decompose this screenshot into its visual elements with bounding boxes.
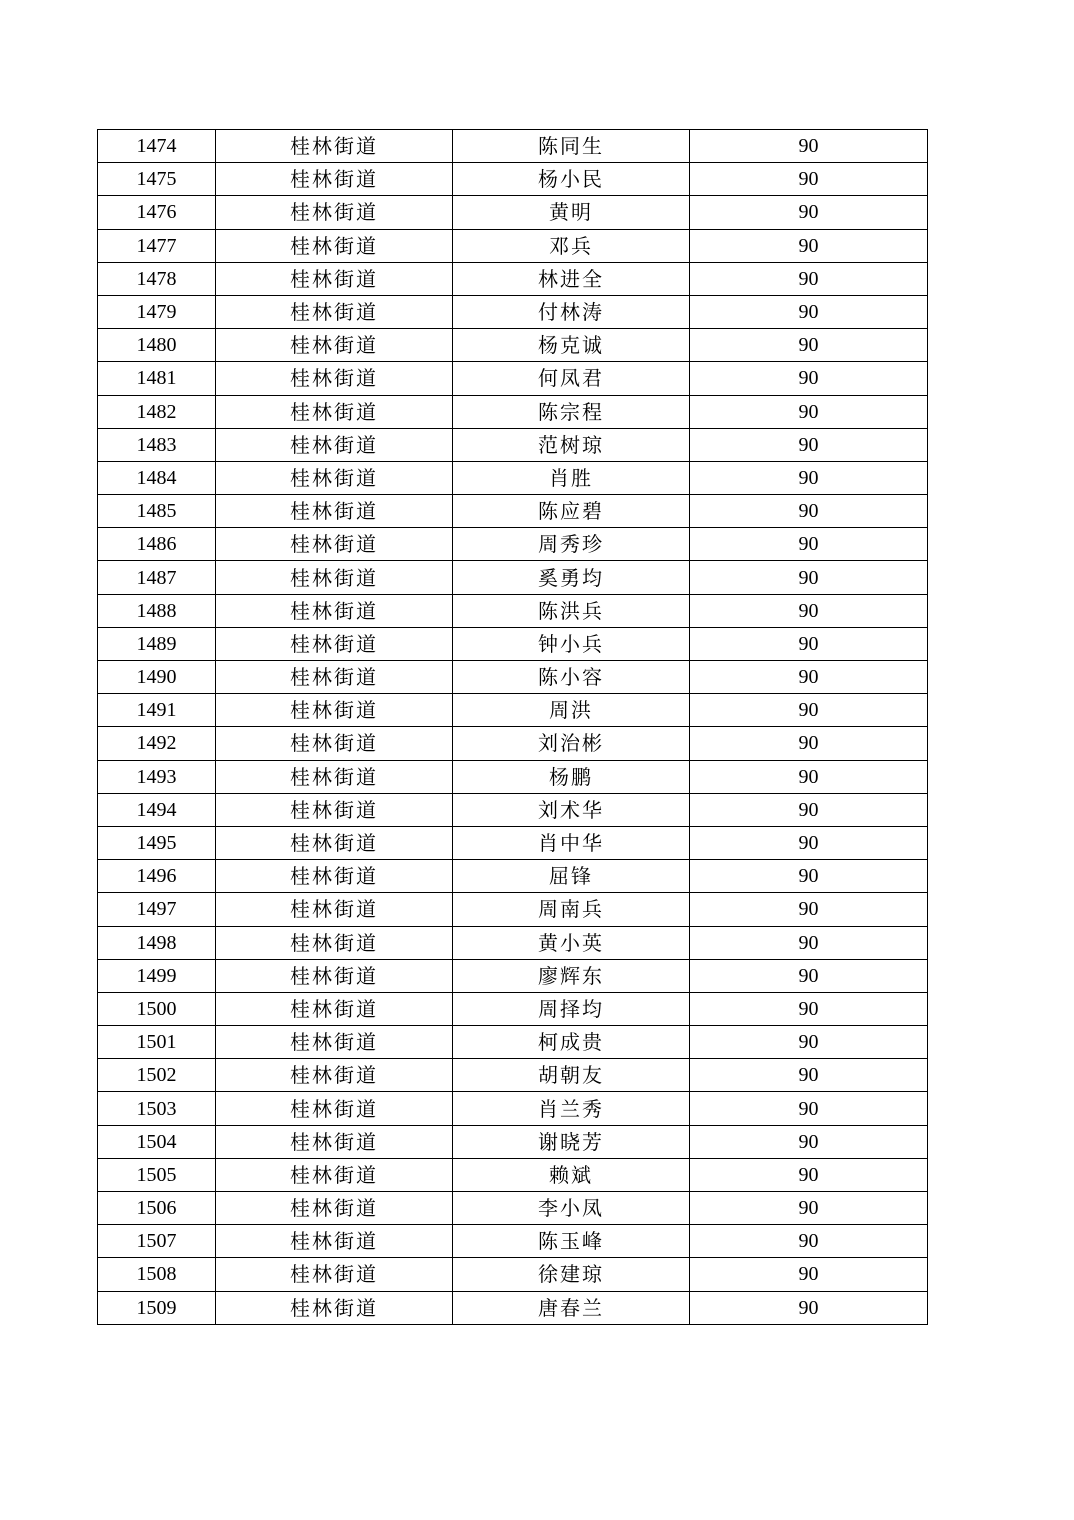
table-row xyxy=(98,329,928,362)
cell-number: 1492 xyxy=(98,727,216,760)
cell-number: 1507 xyxy=(98,1225,216,1258)
cell-street: 桂林街道 xyxy=(216,1059,453,1092)
table-row xyxy=(98,1092,928,1125)
cell-name: 廖辉东 xyxy=(453,959,690,992)
cell-score: 90 xyxy=(690,229,928,262)
table-row xyxy=(98,594,928,627)
cell-name: 刘术华 xyxy=(453,793,690,826)
cell-name: 陈应碧 xyxy=(453,495,690,528)
table-row xyxy=(98,926,928,959)
cell-name: 杨鹏 xyxy=(453,760,690,793)
cell-street: 桂林街道 xyxy=(216,627,453,660)
cell-score: 90 xyxy=(690,1158,928,1191)
cell-score: 90 xyxy=(690,329,928,362)
table-row xyxy=(98,893,928,926)
cell-street: 桂林街道 xyxy=(216,229,453,262)
cell-street: 桂林街道 xyxy=(216,1092,453,1125)
cell-street: 桂林街道 xyxy=(216,893,453,926)
cell-number: 1485 xyxy=(98,495,216,528)
table-row xyxy=(98,1225,928,1258)
cell-street: 桂林街道 xyxy=(216,1258,453,1291)
cell-score: 90 xyxy=(690,495,928,528)
cell-name: 唐春兰 xyxy=(453,1291,690,1324)
cell-name: 奚勇均 xyxy=(453,561,690,594)
cell-number: 1509 xyxy=(98,1291,216,1324)
cell-score: 90 xyxy=(690,627,928,660)
cell-score: 90 xyxy=(690,826,928,859)
cell-score: 90 xyxy=(690,561,928,594)
cell-score: 90 xyxy=(690,992,928,1025)
cell-street: 桂林街道 xyxy=(216,528,453,561)
cell-street: 桂林街道 xyxy=(216,1291,453,1324)
cell-street: 桂林街道 xyxy=(216,1192,453,1225)
cell-score: 90 xyxy=(690,196,928,229)
cell-number: 1474 xyxy=(98,130,216,163)
cell-number: 1508 xyxy=(98,1258,216,1291)
cell-number: 1477 xyxy=(98,229,216,262)
table-row xyxy=(98,860,928,893)
cell-street: 桂林街道 xyxy=(216,1158,453,1191)
cell-name: 付林涛 xyxy=(453,295,690,328)
table-row xyxy=(98,1158,928,1191)
cell-street: 桂林街道 xyxy=(216,661,453,694)
table-row xyxy=(98,1026,928,1059)
cell-name: 赖斌 xyxy=(453,1158,690,1191)
cell-name: 钟小兵 xyxy=(453,627,690,660)
cell-number: 1504 xyxy=(98,1125,216,1158)
cell-name: 肖胜 xyxy=(453,461,690,494)
cell-number: 1502 xyxy=(98,1059,216,1092)
cell-number: 1489 xyxy=(98,627,216,660)
cell-number: 1505 xyxy=(98,1158,216,1191)
cell-street: 桂林街道 xyxy=(216,362,453,395)
cell-street: 桂林街道 xyxy=(216,1026,453,1059)
table-row xyxy=(98,1059,928,1092)
cell-street: 桂林街道 xyxy=(216,561,453,594)
cell-name: 黄小英 xyxy=(453,926,690,959)
cell-name: 胡朝友 xyxy=(453,1059,690,1092)
cell-score: 90 xyxy=(690,163,928,196)
cell-street: 桂林街道 xyxy=(216,495,453,528)
cell-score: 90 xyxy=(690,727,928,760)
table-row xyxy=(98,1291,928,1324)
cell-score: 90 xyxy=(690,860,928,893)
cell-number: 1479 xyxy=(98,295,216,328)
cell-name: 周南兵 xyxy=(453,893,690,926)
cell-number: 1506 xyxy=(98,1192,216,1225)
cell-street: 桂林街道 xyxy=(216,594,453,627)
cell-score: 90 xyxy=(690,661,928,694)
cell-street: 桂林街道 xyxy=(216,395,453,428)
cell-name: 肖中华 xyxy=(453,826,690,859)
cell-name: 邓兵 xyxy=(453,229,690,262)
cell-name: 徐建琼 xyxy=(453,1258,690,1291)
cell-score: 90 xyxy=(690,793,928,826)
cell-number: 1478 xyxy=(98,262,216,295)
cell-street: 桂林街道 xyxy=(216,826,453,859)
table-row xyxy=(98,760,928,793)
cell-number: 1495 xyxy=(98,826,216,859)
cell-score: 90 xyxy=(690,1059,928,1092)
cell-number: 1501 xyxy=(98,1026,216,1059)
cell-score: 90 xyxy=(690,461,928,494)
cell-number: 1488 xyxy=(98,594,216,627)
cell-name: 陈玉峰 xyxy=(453,1225,690,1258)
cell-street: 桂林街道 xyxy=(216,860,453,893)
cell-street: 桂林街道 xyxy=(216,992,453,1025)
cell-score: 90 xyxy=(690,1225,928,1258)
cell-score: 90 xyxy=(690,130,928,163)
cell-street: 桂林街道 xyxy=(216,926,453,959)
table-row xyxy=(98,694,928,727)
table-row xyxy=(98,262,928,295)
cell-name: 杨小民 xyxy=(453,163,690,196)
cell-street: 桂林街道 xyxy=(216,196,453,229)
cell-number: 1503 xyxy=(98,1092,216,1125)
cell-score: 90 xyxy=(690,594,928,627)
cell-street: 桂林街道 xyxy=(216,959,453,992)
cell-name: 黄明 xyxy=(453,196,690,229)
cell-score: 90 xyxy=(690,362,928,395)
table-row xyxy=(98,1258,928,1291)
cell-name: 陈宗程 xyxy=(453,395,690,428)
cell-score: 90 xyxy=(690,428,928,461)
table-row xyxy=(98,1125,928,1158)
cell-street: 桂林街道 xyxy=(216,130,453,163)
cell-score: 90 xyxy=(690,1192,928,1225)
cell-number: 1481 xyxy=(98,362,216,395)
cell-name: 范树琼 xyxy=(453,428,690,461)
cell-score: 90 xyxy=(690,1291,928,1324)
cell-name: 肖兰秀 xyxy=(453,1092,690,1125)
cell-score: 90 xyxy=(690,1092,928,1125)
cell-number: 1484 xyxy=(98,461,216,494)
cell-score: 90 xyxy=(690,395,928,428)
cell-name: 周洪 xyxy=(453,694,690,727)
cell-street: 桂林街道 xyxy=(216,793,453,826)
cell-number: 1496 xyxy=(98,860,216,893)
table-row xyxy=(98,395,928,428)
cell-name: 林进全 xyxy=(453,262,690,295)
cell-street: 桂林街道 xyxy=(216,262,453,295)
cell-score: 90 xyxy=(690,926,928,959)
cell-name: 刘治彬 xyxy=(453,727,690,760)
cell-street: 桂林街道 xyxy=(216,1225,453,1258)
cell-number: 1499 xyxy=(98,959,216,992)
cell-name: 陈洪兵 xyxy=(453,594,690,627)
table-row xyxy=(98,428,928,461)
cell-number: 1497 xyxy=(98,893,216,926)
roster-table-body xyxy=(98,130,928,1325)
cell-name: 陈小容 xyxy=(453,661,690,694)
cell-score: 90 xyxy=(690,694,928,727)
cell-number: 1487 xyxy=(98,561,216,594)
cell-score: 90 xyxy=(690,760,928,793)
cell-name: 何凤君 xyxy=(453,362,690,395)
table-row xyxy=(98,362,928,395)
cell-street: 桂林街道 xyxy=(216,727,453,760)
cell-name: 李小凤 xyxy=(453,1192,690,1225)
table-row xyxy=(98,661,928,694)
table-row xyxy=(98,528,928,561)
cell-street: 桂林街道 xyxy=(216,760,453,793)
cell-score: 90 xyxy=(690,893,928,926)
cell-number: 1482 xyxy=(98,395,216,428)
cell-street: 桂林街道 xyxy=(216,461,453,494)
cell-name: 陈同生 xyxy=(453,130,690,163)
table-row xyxy=(98,959,928,992)
cell-number: 1480 xyxy=(98,329,216,362)
table-row xyxy=(98,461,928,494)
cell-number: 1475 xyxy=(98,163,216,196)
table-row xyxy=(98,295,928,328)
cell-score: 90 xyxy=(690,295,928,328)
cell-name: 谢晓芳 xyxy=(453,1125,690,1158)
table-row xyxy=(98,793,928,826)
cell-number: 1483 xyxy=(98,428,216,461)
table-row xyxy=(98,1192,928,1225)
cell-street: 桂林街道 xyxy=(216,295,453,328)
cell-name: 柯成贵 xyxy=(453,1026,690,1059)
cell-score: 90 xyxy=(690,1026,928,1059)
cell-street: 桂林街道 xyxy=(216,694,453,727)
table-row xyxy=(98,196,928,229)
table-row xyxy=(98,561,928,594)
table-row xyxy=(98,495,928,528)
table-row xyxy=(98,627,928,660)
cell-score: 90 xyxy=(690,262,928,295)
cell-number: 1500 xyxy=(98,992,216,1025)
cell-number: 1486 xyxy=(98,528,216,561)
table-row xyxy=(98,163,928,196)
cell-number: 1491 xyxy=(98,694,216,727)
cell-street: 桂林街道 xyxy=(216,428,453,461)
cell-name: 周秀珍 xyxy=(453,528,690,561)
cell-street: 桂林街道 xyxy=(216,329,453,362)
cell-name: 杨克诚 xyxy=(453,329,690,362)
cell-name: 屈锋 xyxy=(453,860,690,893)
cell-number: 1494 xyxy=(98,793,216,826)
cell-score: 90 xyxy=(690,959,928,992)
cell-name: 周择均 xyxy=(453,992,690,1025)
table-row xyxy=(98,826,928,859)
cell-number: 1498 xyxy=(98,926,216,959)
cell-score: 90 xyxy=(690,1125,928,1158)
cell-number: 1490 xyxy=(98,661,216,694)
table-row xyxy=(98,229,928,262)
cell-street: 桂林街道 xyxy=(216,163,453,196)
cell-number: 1476 xyxy=(98,196,216,229)
table-row xyxy=(98,992,928,1025)
cell-number: 1493 xyxy=(98,760,216,793)
table-row xyxy=(98,727,928,760)
cell-street: 桂林街道 xyxy=(216,1125,453,1158)
cell-score: 90 xyxy=(690,528,928,561)
table-row xyxy=(98,130,928,163)
roster-table xyxy=(97,129,928,1325)
cell-score: 90 xyxy=(690,1258,928,1291)
